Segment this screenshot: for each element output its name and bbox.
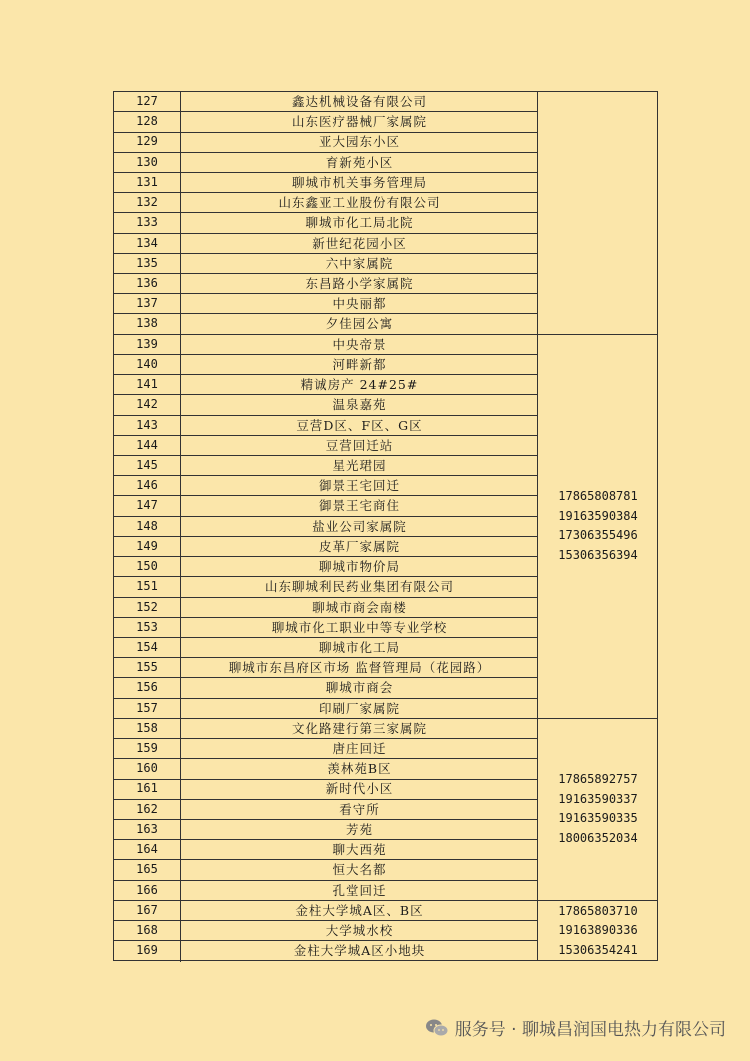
row-name: 中央丽都 <box>332 296 387 312</box>
row-number: 137 <box>114 294 181 313</box>
row-name: 河畔新都 <box>332 356 387 372</box>
table-row <box>114 153 538 173</box>
phone-number: 19163590337 <box>558 791 638 806</box>
row-name: 孔堂回迁 <box>332 882 387 898</box>
table-row <box>114 193 538 213</box>
row-number: 128 <box>114 112 181 131</box>
row-number: 169 <box>114 941 181 961</box>
table-row <box>114 537 538 557</box>
row-number: 138 <box>114 314 181 333</box>
table-row <box>114 618 538 638</box>
table-row <box>114 759 538 779</box>
row-name: 豆营回迁站 <box>325 437 394 453</box>
row-number: 154 <box>114 638 181 657</box>
row-name: 山东鑫亚工业股份有限公司 <box>278 195 441 211</box>
row-number: 127 <box>114 92 181 111</box>
table-row <box>114 496 538 516</box>
row-number: 162 <box>114 800 181 819</box>
table-row <box>114 699 538 719</box>
row-name: 印刷厂家属院 <box>318 700 400 716</box>
row-number: 163 <box>114 820 181 839</box>
table-row <box>114 234 538 254</box>
row-name: 聊城市物价局 <box>318 559 400 575</box>
phone-group <box>537 92 658 335</box>
table-row <box>114 294 538 314</box>
row-name: 新世纪花园小区 <box>312 235 407 251</box>
row-number: 148 <box>114 517 181 536</box>
row-number: 140 <box>114 355 181 374</box>
phone-number: 17865808781 <box>558 489 638 504</box>
phone-number: 19163590335 <box>558 811 638 826</box>
row-number: 139 <box>114 335 181 354</box>
phone-number: 17306355496 <box>558 528 638 543</box>
table-row <box>114 476 538 496</box>
row-name: 芳苑 <box>345 821 373 837</box>
table-row <box>114 254 538 274</box>
row-name: 温泉嘉苑 <box>332 397 387 413</box>
row-number: 132 <box>114 193 181 212</box>
row-name: 新时代小区 <box>325 781 394 797</box>
row-name: 金柱大学城A区、B区 <box>295 902 424 918</box>
row-number: 157 <box>114 699 181 718</box>
table-row <box>114 517 538 537</box>
row-name: 聊城市商会南楼 <box>312 599 407 615</box>
row-name: 大学城水校 <box>325 923 394 939</box>
footer-text: 服务号 · 聊城昌润国电热力有限公司 <box>454 1020 726 1040</box>
row-number: 143 <box>114 416 181 435</box>
row-name: 东昌路小学家属院 <box>305 275 414 291</box>
table-row <box>114 335 538 355</box>
row-number: 130 <box>114 153 181 172</box>
row-number: 144 <box>114 436 181 455</box>
table-row <box>114 395 538 415</box>
table-row <box>114 375 538 395</box>
table-row <box>114 901 538 921</box>
row-number: 153 <box>114 618 181 637</box>
row-number: 161 <box>114 779 181 798</box>
wechat-icon <box>425 1018 449 1038</box>
row-number: 136 <box>114 274 181 293</box>
row-name: 聊城市化工局 <box>318 639 400 655</box>
row-name: 金柱大学城A区小地块 <box>293 943 426 959</box>
row-number: 146 <box>114 476 181 495</box>
row-number: 150 <box>114 557 181 576</box>
row-name: 星光珺园 <box>332 457 387 473</box>
row-number: 166 <box>114 881 181 900</box>
phone-number: 19163890336 <box>558 923 638 938</box>
table-row <box>114 638 538 658</box>
table-row <box>114 456 538 476</box>
phone-number: 15306354241 <box>558 942 638 957</box>
table-row <box>114 436 538 456</box>
table-row <box>114 416 538 436</box>
row-name: 聊城市化工局北院 <box>305 215 414 231</box>
row-number: 167 <box>114 901 181 920</box>
phone-number: 15306356394 <box>558 547 638 562</box>
table-row <box>114 557 538 577</box>
row-name: 豆营D区、F区、G区 <box>296 417 423 433</box>
table-row <box>114 112 538 132</box>
table-row <box>114 173 538 193</box>
row-name: 六中家属院 <box>325 255 394 271</box>
row-name: 看守所 <box>339 801 380 817</box>
row-number: 131 <box>114 173 181 192</box>
row-name: 羡林苑B区 <box>327 761 392 777</box>
table-row <box>114 132 538 152</box>
row-number: 160 <box>114 759 181 778</box>
row-number: 142 <box>114 395 181 414</box>
table-row <box>114 577 538 597</box>
row-name: 聊城市东昌府区市场 监督管理局（花园路） <box>228 660 491 676</box>
table-row <box>114 598 538 618</box>
row-number: 129 <box>114 132 181 151</box>
row-number: 164 <box>114 840 181 859</box>
table-row <box>114 678 538 698</box>
row-number: 156 <box>114 678 181 697</box>
row-name: 盐业公司家属院 <box>312 518 407 534</box>
row-name: 鑫达机械设备有限公司 <box>291 94 427 109</box>
table-row <box>114 92 538 112</box>
table-row <box>114 800 538 820</box>
row-number: 135 <box>114 254 181 273</box>
row-name: 文化路建行第三家属院 <box>291 720 427 736</box>
row-number: 134 <box>114 234 181 253</box>
row-name: 精诚房产 24#25# <box>300 377 419 393</box>
row-number: 149 <box>114 537 181 556</box>
row-name: 唐庄回迁 <box>332 741 387 757</box>
table-row <box>114 860 538 880</box>
row-number: 151 <box>114 577 181 596</box>
row-name: 夕佳园公寓 <box>325 316 394 332</box>
table-row <box>114 658 538 678</box>
phone-number: 18006352034 <box>558 830 638 845</box>
table-row <box>114 213 538 233</box>
row-number: 159 <box>114 739 181 758</box>
row-name: 亚大园东小区 <box>318 134 400 150</box>
row-name: 聊城市机关事务管理局 <box>291 174 427 190</box>
row-number: 133 <box>114 213 181 232</box>
row-name: 御景王宅商住 <box>318 498 400 514</box>
phone-number: 17865892757 <box>558 772 638 787</box>
phone-number: 19163590384 <box>558 508 638 523</box>
row-name: 聊城市化工职业中等专业学校 <box>271 619 448 635</box>
row-name: 御景王宅回迁 <box>318 478 400 494</box>
row-number: 158 <box>114 719 181 738</box>
row-name: 聊城市商会 <box>325 680 394 696</box>
table-row <box>114 274 538 294</box>
phone-group <box>537 901 658 962</box>
row-name: 皮革厂家属院 <box>318 538 400 554</box>
table-row <box>114 779 538 799</box>
row-number: 168 <box>114 921 181 940</box>
table-row <box>114 820 538 840</box>
row-name: 山东医疗器械厂家属院 <box>291 114 427 130</box>
row-number: 147 <box>114 496 181 515</box>
row-name: 山东聊城利民药业集团有限公司 <box>264 579 454 595</box>
table-row <box>114 840 538 860</box>
table-row <box>114 881 538 901</box>
table-row <box>114 314 538 334</box>
row-name: 恒大名都 <box>332 862 387 878</box>
row-number: 152 <box>114 598 181 617</box>
table-row <box>114 719 538 739</box>
row-number: 141 <box>114 375 181 394</box>
footer-watermark <box>425 1015 726 1040</box>
phone-group <box>537 335 658 719</box>
table-row <box>114 941 538 961</box>
table-row <box>114 355 538 375</box>
table-row <box>114 921 538 941</box>
row-name: 育新苑小区 <box>325 154 394 170</box>
row-name: 中央帝景 <box>332 336 387 352</box>
row-number: 155 <box>114 658 181 677</box>
contact-table <box>113 91 658 961</box>
row-number: 165 <box>114 860 181 879</box>
phone-number: 17865803710 <box>558 903 638 918</box>
phone-group <box>537 719 658 901</box>
row-name: 聊大西苑 <box>332 842 387 858</box>
row-number: 145 <box>114 456 181 475</box>
table-row <box>114 739 538 759</box>
